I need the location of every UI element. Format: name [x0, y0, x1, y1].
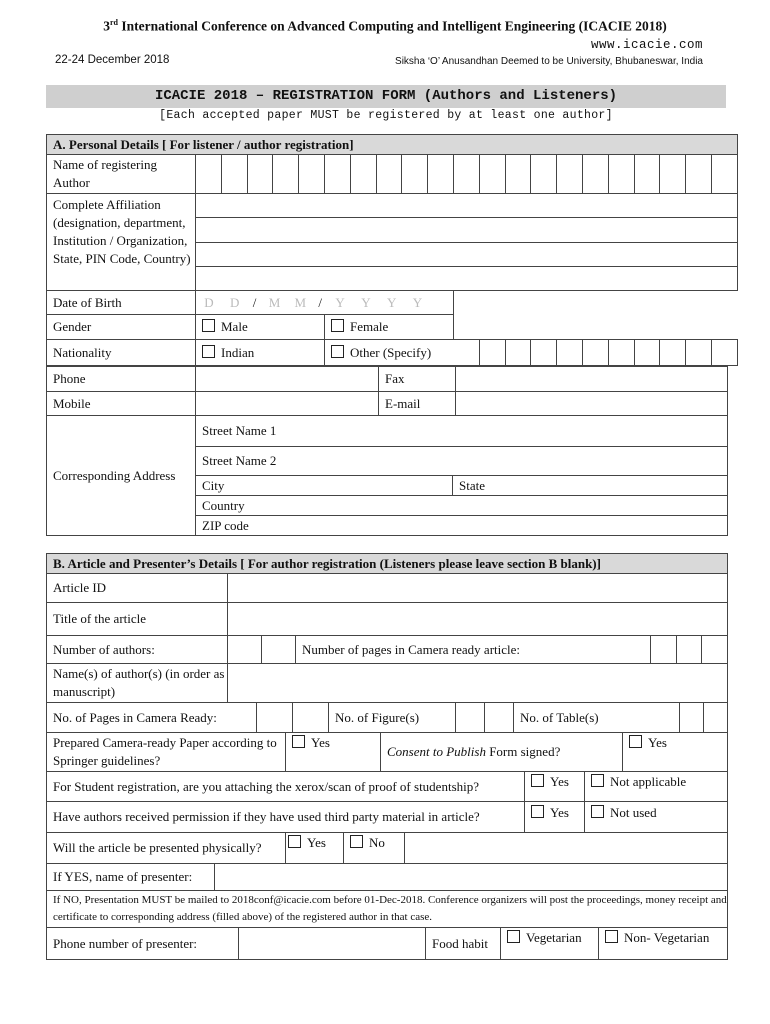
- consent-label: [381, 733, 623, 772]
- fax-input[interactable]: [456, 367, 728, 392]
- permission-not-used-checkbox[interactable]: [591, 805, 604, 818]
- presenter-phone-input[interactable]: [239, 928, 426, 960]
- consent-yes-checkbox[interactable]: [629, 735, 642, 748]
- num-pages-box[interactable]: [677, 636, 702, 664]
- prepared-yes-checkbox[interactable]: [292, 735, 305, 748]
- student-yes-checkbox[interactable]: [531, 774, 544, 787]
- num-pages-box[interactable]: [702, 636, 728, 664]
- name-char-box[interactable]: [350, 155, 376, 194]
- affiliation-line-1[interactable]: [196, 194, 738, 218]
- author-names-table: [46, 663, 728, 703]
- indian-checkbox[interactable]: [202, 345, 215, 358]
- conference-venue: Siksha ‘O’ Anusandhan Deemed to be University, Bhubaneswar, India: [395, 56, 703, 67]
- pages-ready-box[interactable]: [293, 703, 329, 733]
- name-char-box[interactable]: [634, 155, 660, 194]
- dob-year-box[interactable]: Y: [361, 294, 371, 310]
- form-note: [Each accepted paper MUST be registered by at least one author]: [159, 109, 613, 122]
- contact-table: [46, 366, 728, 416]
- student-na-label: Not applicable: [610, 774, 687, 789]
- physical-blank: [405, 833, 728, 864]
- name-char-box[interactable]: [324, 155, 350, 194]
- gender-label: Gender: [47, 315, 196, 340]
- tables-box[interactable]: [704, 703, 728, 733]
- nationality-indian-option[interactable]: [196, 340, 325, 366]
- email-input[interactable]: [456, 392, 728, 416]
- student-na-option[interactable]: [585, 772, 728, 802]
- counts-table: [46, 702, 728, 733]
- dob-year-box[interactable]: Y: [386, 294, 397, 310]
- permission-yes-checkbox[interactable]: [531, 805, 544, 818]
- gender-female-option[interactable]: [324, 315, 453, 340]
- nationality-char-box[interactable]: [479, 340, 505, 366]
- male-label: Male: [221, 319, 248, 334]
- name-char-box[interactable]: [531, 155, 557, 194]
- form-title: ICACIE 2018 – REGISTRATION FORM (Authors and Listeners): [46, 85, 726, 108]
- student-na-checkbox[interactable]: [591, 774, 604, 787]
- consent-italic: Consent to Publish: [387, 744, 486, 759]
- phone-input[interactable]: [196, 367, 379, 392]
- dob-label: Date of Birth: [47, 291, 196, 315]
- street1-field[interactable]: Street Name 1: [196, 416, 728, 447]
- conference-title: [0, 18, 770, 35]
- physical-no-option[interactable]: [344, 833, 405, 864]
- section-b-heading: B. Article and Presenter’s Details [ For author registration (Listeners please leave section B blank)]: [47, 554, 728, 574]
- city-field[interactable]: City: [196, 476, 453, 496]
- presenter-name-input[interactable]: [215, 864, 728, 891]
- consent-yes-option[interactable]: [623, 733, 728, 772]
- dob-month-box[interactable]: M: [268, 294, 281, 310]
- affiliation-line-3[interactable]: [196, 243, 738, 267]
- permission-not-used-label: Not used: [610, 805, 657, 820]
- permission-yes-label: Yes: [550, 805, 569, 820]
- nationality-char-box[interactable]: [660, 340, 686, 366]
- gender-male-option[interactable]: [196, 315, 325, 340]
- dob-separator: /: [252, 294, 257, 310]
- state-field[interactable]: State: [453, 476, 728, 496]
- nationality-char-box[interactable]: [505, 340, 531, 366]
- vegetarian-label: Vegetarian: [526, 930, 582, 945]
- physical-table: [46, 832, 728, 864]
- name-char-box[interactable]: [686, 155, 712, 194]
- name-label: Name of registering Author: [47, 155, 196, 194]
- nationality-char-box[interactable]: [608, 340, 634, 366]
- name-char-box[interactable]: [557, 155, 583, 194]
- prepared-yes-label: Yes: [311, 735, 330, 750]
- section-b-table-top: [46, 553, 728, 636]
- address-table: [46, 415, 728, 536]
- email-label: E-mail: [379, 392, 456, 416]
- name-char-box[interactable]: [299, 155, 325, 194]
- mobile-input[interactable]: [196, 392, 379, 416]
- section-a-table: [46, 134, 738, 366]
- article-id-label: Article ID: [47, 574, 228, 603]
- nationality-char-box[interactable]: [686, 340, 712, 366]
- num-pages-camera-label: Number of pages in Camera ready article:: [296, 636, 651, 664]
- figures-box[interactable]: [456, 703, 485, 733]
- physical-no-checkbox[interactable]: [350, 835, 363, 848]
- student-yes-label: Yes: [550, 774, 569, 789]
- name-char-box[interactable]: [711, 155, 737, 194]
- conference-dates: 22-24 December 2018: [55, 54, 170, 66]
- dob-blank: [453, 291, 737, 315]
- prepared-yes-option[interactable]: [286, 733, 381, 772]
- phone-label: Phone: [47, 367, 196, 392]
- address-label: Corresponding Address: [47, 416, 196, 536]
- prepared-label: Prepared Camera-ready Paper according to Springer guidelines?: [47, 733, 286, 772]
- vegetarian-checkbox[interactable]: [507, 930, 520, 943]
- author-names-input[interactable]: [228, 664, 728, 703]
- gender-blank: [453, 315, 737, 340]
- affiliation-line-4[interactable]: [196, 267, 738, 291]
- dob-day-box[interactable]: D: [230, 294, 240, 310]
- pages-ready-box[interactable]: [257, 703, 293, 733]
- zip-field[interactable]: ZIP code: [196, 516, 728, 536]
- other-label: Other (Specify): [349, 344, 432, 360]
- name-char-box[interactable]: [660, 155, 686, 194]
- dob-year-box[interactable]: Y: [412, 294, 423, 310]
- name-char-box[interactable]: [376, 155, 402, 194]
- nationality-char-box[interactable]: [634, 340, 660, 366]
- physical-yes-option[interactable]: [286, 833, 344, 864]
- physical-no-label: No: [369, 835, 385, 850]
- dob-separator: /: [318, 294, 322, 310]
- figures-label: No. of Figure(s): [329, 703, 456, 733]
- authors-count-table: [46, 635, 728, 664]
- name-char-box[interactable]: [582, 155, 608, 194]
- prepared-table: [46, 732, 728, 772]
- article-title-input[interactable]: [228, 603, 728, 636]
- dob-month-box[interactable]: M: [294, 294, 307, 310]
- nationality-char-box[interactable]: [582, 340, 608, 366]
- country-field[interactable]: Country: [196, 496, 728, 516]
- permission-not-used-option[interactable]: [585, 802, 728, 833]
- name-char-box[interactable]: [428, 155, 454, 194]
- article-title-label: Title of the article: [47, 603, 228, 636]
- physical-yes-label: Yes: [307, 835, 326, 850]
- name-char-box[interactable]: [608, 155, 634, 194]
- presenter-table: [46, 863, 728, 928]
- author-names-label: Name(s) of author(s) (in order as manuscript): [47, 664, 228, 703]
- non-vegetarian-checkbox[interactable]: [605, 930, 618, 943]
- num-authors-box[interactable]: [262, 636, 296, 664]
- student-yes-option[interactable]: [525, 772, 585, 802]
- affiliation-line-2[interactable]: [196, 218, 738, 243]
- conference-ordinal: 3: [103, 18, 110, 34]
- tables-box[interactable]: [680, 703, 704, 733]
- pages-ready-label: No. of Pages in Camera Ready:: [47, 703, 257, 733]
- permission-label: Have authors received permission if they have used third party material in article?: [47, 802, 525, 833]
- conference-url[interactable]: www.icacie.com: [590, 38, 703, 52]
- female-label: Female: [349, 319, 389, 334]
- street2-field[interactable]: Street Name 2: [196, 447, 728, 476]
- other-checkbox[interactable]: [331, 345, 344, 358]
- num-authors-box[interactable]: [228, 636, 262, 664]
- consent-rest: Form signed?: [485, 744, 561, 759]
- affiliation-label: Complete Affiliation (designation, department, Institution / Organization, State, PIN Code, Country): [47, 194, 196, 291]
- physical-yes-checkbox[interactable]: [288, 835, 301, 848]
- non-vegetarian-option[interactable]: [599, 928, 728, 960]
- vegetarian-option[interactable]: [501, 928, 599, 960]
- male-checkbox[interactable]: [202, 319, 215, 332]
- nationality-char-box[interactable]: [531, 340, 557, 366]
- presenter-name-label: If YES, name of presenter:: [47, 864, 215, 891]
- nationality-label: Nationality: [47, 340, 196, 366]
- dob-field[interactable]: [196, 291, 453, 314]
- mobile-label: Mobile: [47, 392, 196, 416]
- dob-year-box[interactable]: Y: [335, 294, 345, 310]
- consent-yes-label: Yes: [648, 735, 667, 750]
- article-id-input[interactable]: [228, 574, 728, 603]
- conference-name: International Conference on Advanced Computing and Intelligent Engineering (ICACIE 2018): [117, 18, 667, 34]
- presenter-phone-label: Phone number of presenter:: [47, 928, 239, 960]
- name-char-box[interactable]: [247, 155, 273, 194]
- dob-day-box[interactable]: D: [204, 294, 214, 310]
- non-vegetarian-label: Non- Vegetarian: [624, 930, 710, 945]
- if-no-instructions: If NO, Presentation MUST be mailed to 2018conf@icacie.com before 01-Dec-2018. Conference organizers will post the proceedings, money receipt and certificate to corresponding address (filled above) of the registered author in that case.: [47, 891, 728, 928]
- name-char-box[interactable]: [453, 155, 479, 194]
- indian-label: Indian: [221, 344, 255, 360]
- physical-label: Will the article be presented physically?: [47, 833, 286, 864]
- figures-box[interactable]: [485, 703, 514, 733]
- permission-yes-option[interactable]: [525, 802, 585, 833]
- name-char-box[interactable]: [196, 155, 222, 194]
- name-char-box[interactable]: [402, 155, 428, 194]
- student-table: [46, 771, 728, 833]
- num-authors-label: Number of authors:: [47, 636, 228, 664]
- num-pages-box[interactable]: [651, 636, 677, 664]
- name-char-box[interactable]: [479, 155, 505, 194]
- conference-ordinal-suffix: rd: [109, 18, 118, 27]
- female-checkbox[interactable]: [331, 319, 344, 332]
- student-label: For Student registration, are you attaching the xerox/scan of proof of studentship?: [47, 772, 525, 802]
- nationality-char-box[interactable]: [557, 340, 583, 366]
- section-a-heading: A. Personal Details [ For listener / author registration]: [47, 135, 738, 155]
- name-char-box[interactable]: [505, 155, 531, 194]
- name-char-box[interactable]: [273, 155, 299, 194]
- tables-label: No. of Table(s): [514, 703, 680, 733]
- food-habit-label: Food habit: [426, 928, 501, 960]
- nationality-other-option[interactable]: [324, 340, 479, 366]
- fax-label: Fax: [379, 367, 456, 392]
- name-char-box[interactable]: [221, 155, 247, 194]
- presenter-phone-table: [46, 927, 728, 960]
- nationality-char-box[interactable]: [711, 340, 737, 366]
